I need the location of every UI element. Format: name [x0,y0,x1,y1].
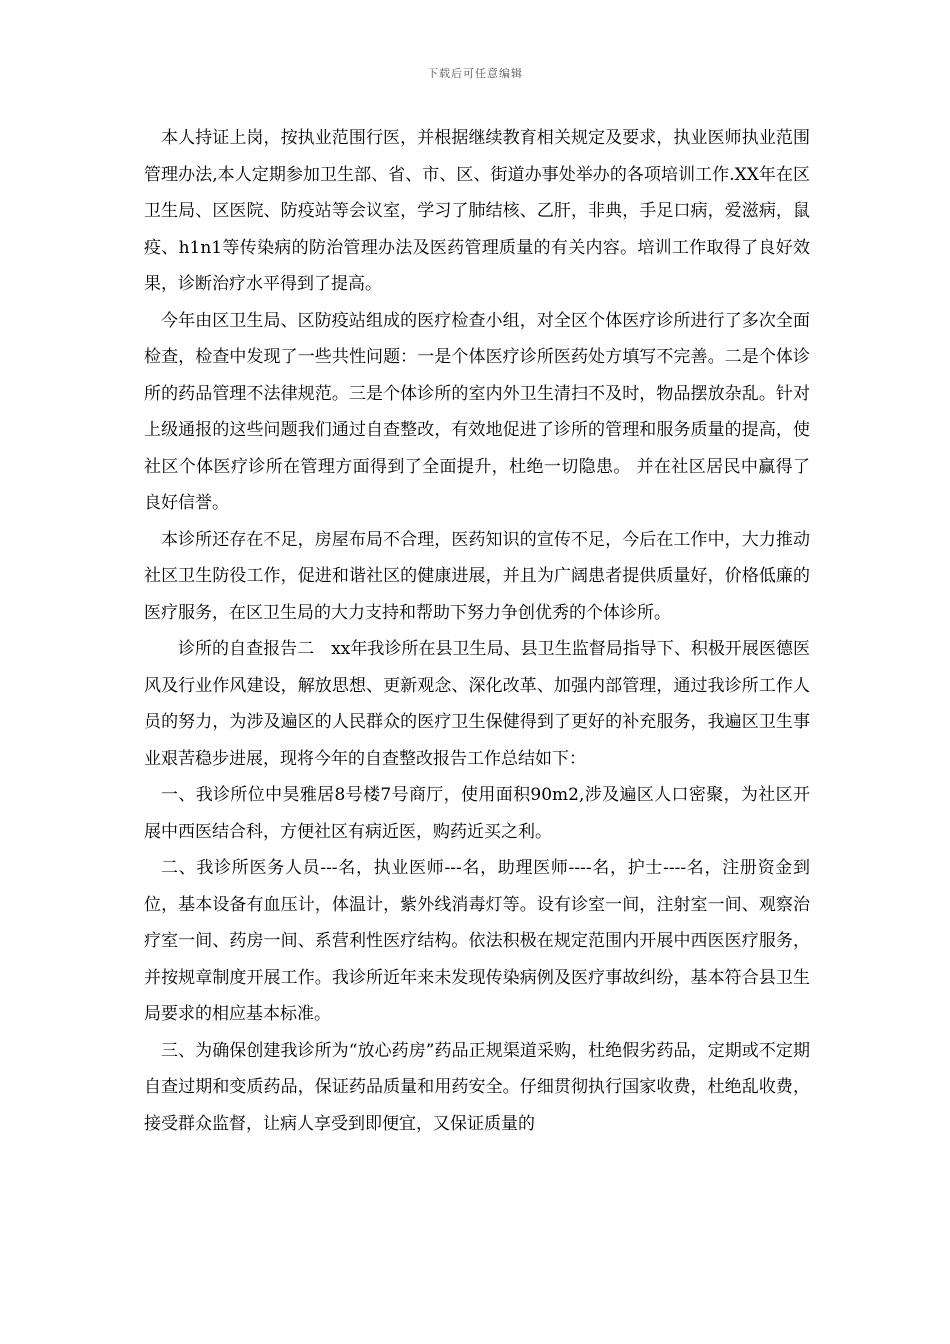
paragraph-6: 二、我诊所医务人员---名，执业医师---名，助理医师----名，护士----名，注册资金到位，基本设备有血压计，体温计，紫外线消毒灯等。设有诊室一间，注射室一间、观察治疗室一间、药房一间、系营利性医疗结构。依法积极在规定范围内开展中西医医疗服务，并按规章制度开展工作。我诊所近年来未发现传染病例及医疗事故纠纷，基本符合县卫生局要求的相应基本标准。 [144,858,810,1024]
paragraph-1: 本人持证上岗，按执业范围行医，并根据继续教育相关规定及要求，执业医师执业范围管理办法,本人定期参加卫生部、省、市、区、街道办事处举办的各项培训工作.XX年在区卫生局、区医院、防疫站等会议室，学习了肺结核、乙肝，非典，手足口病，爱滋病，鼠疫、h1n1等传染病的防治管理办法及医药管理质量的有关内容。培训工作取得了良好效果，诊断治疗水平得到了提高。 [144,128,810,294]
paragraph-4: 诊所的自查报告二 xx年我诊所在县卫生局、县卫生监督局指导下、积极开展医德医风及行业作风建设，解放思想、更新观念、深化改革、加强内部管理，通过我诊所工作人员的努力，为涉及遍区的人民群众的医疗卫生保健得到了更好的补充服务，我遍区卫生事业艰苦稳步进展，现将今年的自查整改报告工作总结如下： [144,639,810,769]
paragraph-7: 三、为确保创建我诊所为“放心药房”药品正规渠道采购，杜绝假劣药品，定期或不定期自查过期和变质药品，保证药品质量和用药安全。仔细贯彻执行国家收费，杜绝乱收费，接受群众监督，让病人享受到即便宜，又保证质量的 [144,1040,810,1134]
document-body [144,120,810,1142]
page-header-note: 下载后可任意编辑 [427,67,523,80]
paragraph-3: 本诊所还存在不足，房屋布局不合理，医药知识的宣传不足，今后在工作中，大力推动社区卫生防役工作，促进和谐社区的健康进展，并且为广阔患者提供质量好，价格低廉的医疗服务，在区卫生局的大力支持和帮助下努力争创优秀的个体诊所。 [144,529,810,623]
paragraph-2: 今年由区卫生局、区防疫站组成的医疗检查小组，对全区个体医疗诊所进行了多次全面检查，检查中发现了一些共性问题：一是个体医疗诊所医药处方填写不完善。二是个体诊所的药品管理不法律规范。三是个体诊所的室内外卫生清扫不及时，物品摆放杂乱。针对上级通报的这些问题我们通过自查整改，有效地促进了诊所的管理和服务质量的提高，使社区个体医疗诊所在管理方面得到了全面提升，杜绝一切隐患。 并在社区居民中赢得了良好信誉。 [144,310,810,513]
paragraph-5: 一、我诊所位中昊雅居8号楼7号商厅，使用面积90m2,涉及遍区人口密聚，为社区开展中西医结合科，方便社区有病近医，购药近买之利。 [144,785,810,842]
